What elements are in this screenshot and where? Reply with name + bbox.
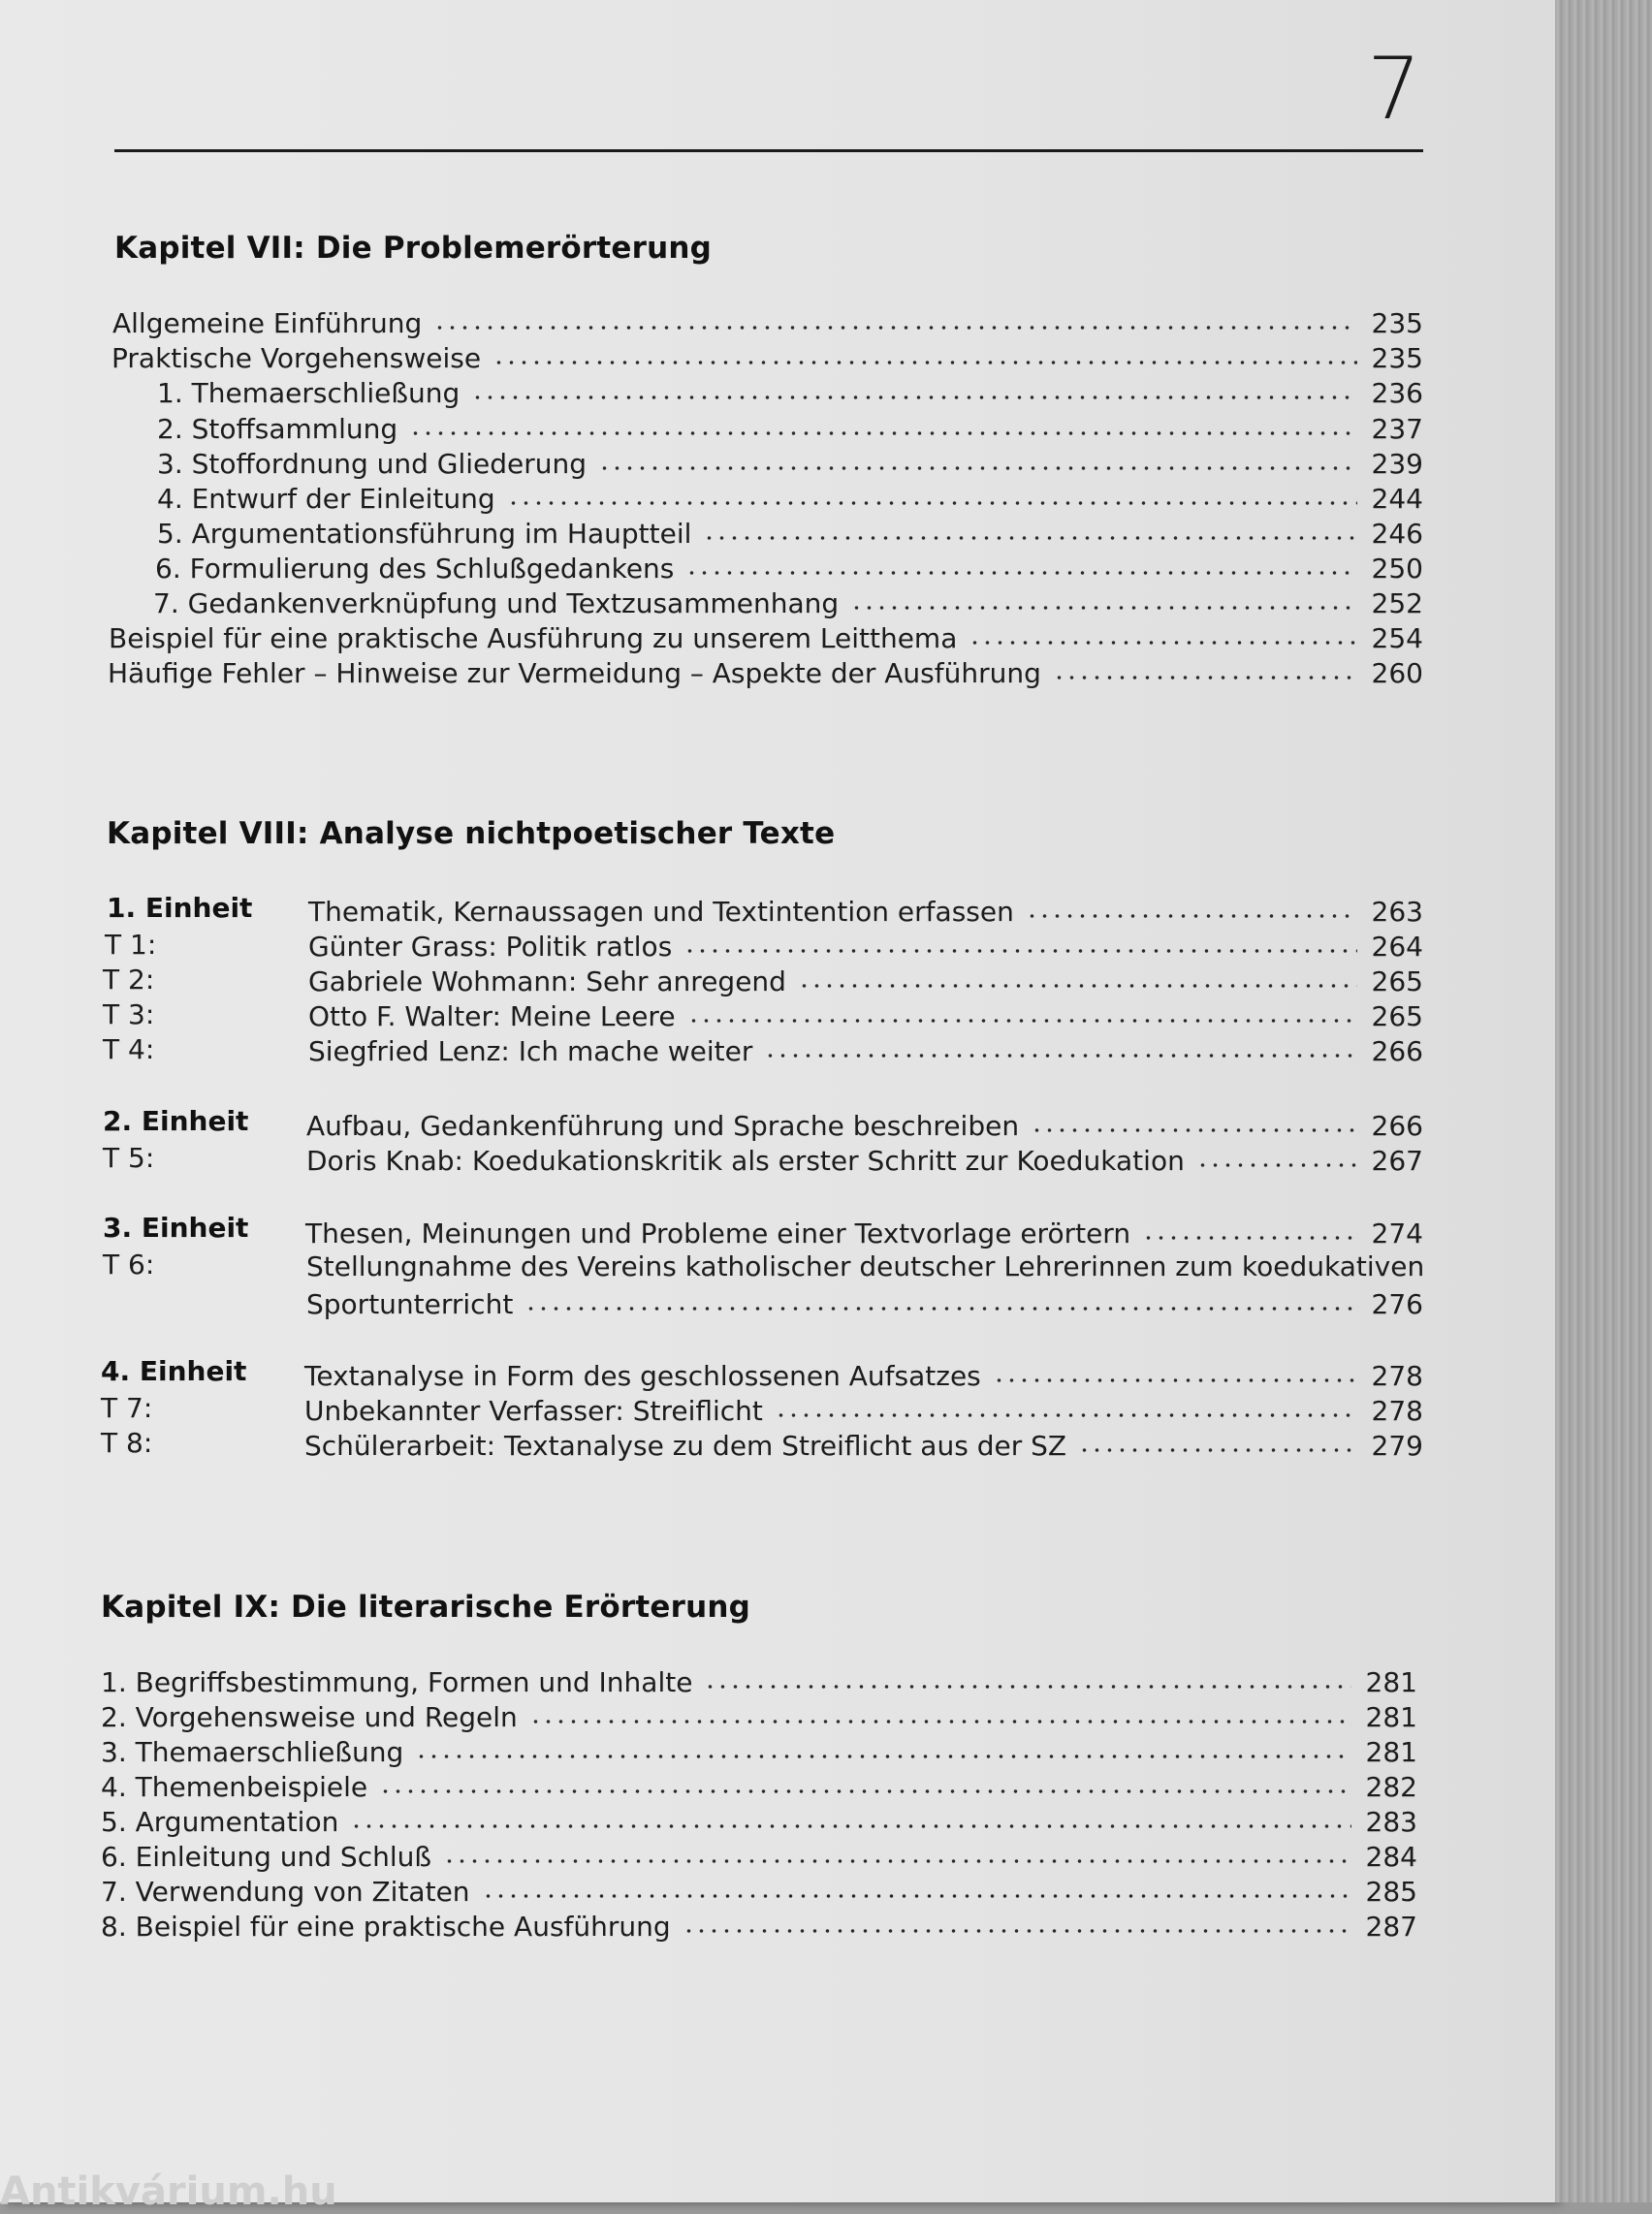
toc-entry-page: 278 [1371,1360,1423,1392]
toc-entry[interactable] [308,963,1423,997]
toc-entry[interactable] [308,893,1423,928]
toc-entry-page: 250 [1371,553,1423,585]
toc-entry-title: 8. Beispiel für eine praktische Ausführung [101,1911,671,1943]
dot-leader [529,1718,1351,1725]
toc-entry-title: 7. Verwendung von Zitaten [101,1876,470,1908]
unit-1-heading: 1. Einheit [107,892,253,924]
toc-entry-page: 278 [1371,1395,1423,1427]
toc-entry-title: Häufige Fehler – Hinweise zur Vermeidung – Aspekte der Ausführung [108,657,1041,689]
toc-entry-page: 264 [1371,931,1423,963]
toc-entry[interactable] [157,445,1423,480]
toc-entry[interactable] [304,1427,1423,1462]
toc-entry[interactable] [305,1215,1423,1249]
toc-entry-title: Otto F. Walter: Meine Leere [308,1000,676,1032]
dot-leader [1053,674,1357,681]
toc-entry-page: 254 [1371,622,1423,654]
toc-entry-title: 1. Begriffsbestimmung, Formen und Inhalte [101,1666,693,1698]
toc-entry-page: 287 [1365,1911,1417,1943]
toc-entry-title: 2. Stoffsammlung [157,413,398,445]
toc-entry[interactable] [306,1285,1423,1320]
toc-entry-title: 4. Themenbeispiele [101,1771,368,1803]
dot-leader [683,947,1357,955]
toc-entry-title: 6. Formulierung des Schlußgedankens [155,553,675,585]
toc-entry[interactable] [101,1768,1417,1803]
text-label: T 1: [105,929,157,961]
dot-leader [433,324,1357,332]
dot-leader [409,429,1357,437]
toc-entry[interactable] [304,1357,1423,1392]
toc-entry-page: 267 [1371,1145,1423,1177]
dot-leader [507,499,1357,507]
toc-entry-title: 1. Themaerschließung [157,377,461,409]
toc-entry-title: Schülerarbeit: Textanalyse zu dem Streiflicht aus der SZ [304,1430,1067,1462]
toc-entry-title: Thematik, Kernaussagen und Textintention erfassen [308,896,1014,928]
toc-entry-title: Gabriele Wohmann: Sehr anregend [308,965,786,997]
toc-entry-title: Doris Knab: Koedukationskritik als erster Schritt zur Koedukation [306,1145,1185,1177]
dot-leader [685,569,1357,577]
toc-entry[interactable] [157,374,1423,409]
toc-entry-title: Sportunterricht [306,1288,514,1320]
toc-entry-title: Siegfried Lenz: Ich mache weiter [308,1035,753,1067]
toc-entry[interactable] [109,619,1423,654]
dot-leader [993,1376,1357,1384]
toc-entry-title: 6. Einleitung und Schluß [101,1841,432,1873]
text-label: T 7: [101,1392,153,1424]
toc-entry-title: Aufbau, Gedankenführung und Sprache beschreiben [306,1110,1020,1142]
dot-leader [775,1411,1357,1419]
toc-entry-page: 281 [1365,1701,1417,1733]
page-number: 7 [1367,39,1421,139]
text-label: T 4: [103,1033,155,1065]
chapter-7-title: Kapitel VII: Die Problemerörterung [114,231,713,266]
toc-entry-title: Unbekannter Verfasser: Streiflicht [304,1395,763,1427]
toc-entry[interactable] [101,1803,1417,1838]
dot-leader [703,534,1357,542]
toc-entry-title: 5. Argumentation [101,1806,339,1838]
toc-entry[interactable] [101,1733,1417,1768]
toc-entry[interactable] [101,1663,1417,1698]
toc-entry-page: 281 [1365,1736,1417,1768]
dot-leader [482,1892,1351,1900]
dot-leader [350,1822,1351,1830]
toc-entry-title: 4. Entwurf der Einleitung [157,483,495,515]
toc-entry-title: 3. Themaerschließung [101,1736,404,1768]
toc-entry-page: 237 [1371,413,1423,445]
toc-entry[interactable] [101,1698,1417,1733]
toc-entry[interactable] [112,304,1423,339]
toc-entry-title: Praktische Vorgehensweise [111,342,482,374]
toc-entry[interactable] [101,1838,1417,1873]
toc-entry[interactable] [308,928,1423,963]
toc-entry[interactable] [101,1873,1417,1908]
toc-entry-page: 266 [1371,1110,1423,1142]
dot-leader [798,982,1357,990]
toc-entry[interactable] [157,515,1423,550]
dot-leader [415,1753,1351,1760]
chapter-9-title: Kapitel IX: Die literarische Erörterung [101,1590,751,1625]
unit-4-heading: 4. Einheit [101,1355,247,1387]
text-label: T 8: [101,1427,153,1459]
dot-leader [598,464,1357,472]
toc-entry[interactable] [111,339,1423,374]
toc-entry[interactable] [155,550,1423,585]
toc-entry-title: Allgemeine Einführung [112,307,423,339]
dot-leader [1078,1446,1357,1454]
chapter-8-title: Kapitel VIII: Analyse nichtpoetischer Texte [107,816,836,851]
unit-3-heading: 3. Einheit [103,1212,249,1244]
text-label: T 3: [103,998,155,1030]
dot-leader [687,1017,1357,1025]
toc-entry-page: 263 [1371,896,1423,928]
toc-entry[interactable] [308,1032,1423,1067]
dot-leader [683,1927,1351,1935]
toc-entry-title: 5. Argumentationsführung im Hauptteil [157,518,692,550]
dot-leader [704,1683,1351,1691]
dot-leader [524,1305,1357,1313]
text-label: T 2: [103,964,155,996]
toc-entry-page: 265 [1371,965,1423,997]
toc-entry-page: 276 [1371,1288,1423,1320]
toc-entry[interactable] [306,1107,1423,1142]
dot-leader [1196,1161,1357,1169]
text-label: T 5: [103,1142,155,1174]
toc-entry-title: 3. Stoffordnung und Gliederung [157,448,588,480]
toc-entry-page: 265 [1371,1000,1423,1032]
toc-entry[interactable] [306,1142,1423,1177]
dot-leader [1026,912,1357,920]
toc-entry-page: 283 [1365,1806,1417,1838]
dot-leader [850,604,1357,612]
toc-entry[interactable] [108,654,1423,689]
toc-entry[interactable] [101,1908,1417,1943]
toc-entry-title: 7. Gedankenverknüpfung und Textzusammenhang [153,587,840,619]
toc-entry-page: 284 [1365,1841,1417,1873]
toc-entry-title: Beispiel für eine praktische Ausführung zu unserem Leitthema [109,622,958,654]
text-label: T 6: [103,1249,155,1281]
toc-entry[interactable] [304,1392,1423,1427]
unit-2-heading: 2. Einheit [103,1105,249,1137]
toc-entry-page: 244 [1371,483,1423,515]
dot-leader [492,359,1357,366]
dot-leader [443,1857,1351,1865]
dot-leader [471,394,1357,401]
dot-leader [379,1787,1351,1795]
toc-entry-page: 274 [1371,1218,1423,1249]
toc-entry[interactable] [157,480,1423,515]
dot-leader [969,639,1357,647]
toc-entry-page: 235 [1371,307,1423,339]
dot-leader [764,1052,1357,1060]
dot-leader [1031,1126,1357,1134]
toc-entry-title-line: Stellungnahme des Vereins katholischer deutscher Lehrerinnen zum koedukativen [306,1250,1425,1282]
toc-entry-page: 266 [1371,1035,1423,1067]
toc-entry-page: 282 [1365,1771,1417,1803]
toc-entry-page: 281 [1365,1666,1417,1698]
toc-entry[interactable] [153,585,1423,619]
toc-entry-page: 279 [1371,1430,1423,1462]
toc-entry-title: Günter Grass: Politik ratlos [308,931,673,963]
toc-entry-title: Textanalyse in Form des geschlossenen Aufsatzes [304,1360,981,1392]
book-binding-edge [1555,0,1652,2202]
watermark: Antikvárium.hu [0,2169,337,2214]
toc-entry[interactable] [308,997,1423,1032]
header-rule [114,149,1423,152]
dot-leader [1142,1234,1357,1242]
toc-entry-page: 239 [1371,448,1423,480]
toc-entry-page: 252 [1371,587,1423,619]
toc-entry-page: 285 [1365,1876,1417,1908]
toc-entry-page: 260 [1371,657,1423,689]
toc-entry-page: 246 [1371,518,1423,550]
toc-entry-title: 2. Vorgehensweise und Regeln [101,1701,518,1733]
toc-entry-page: 236 [1371,377,1423,409]
toc-entry-page: 235 [1371,342,1423,374]
toc-entry-title: Thesen, Meinungen und Probleme einer Textvorlage erörtern [305,1218,1131,1249]
toc-entry[interactable] [157,410,1423,445]
